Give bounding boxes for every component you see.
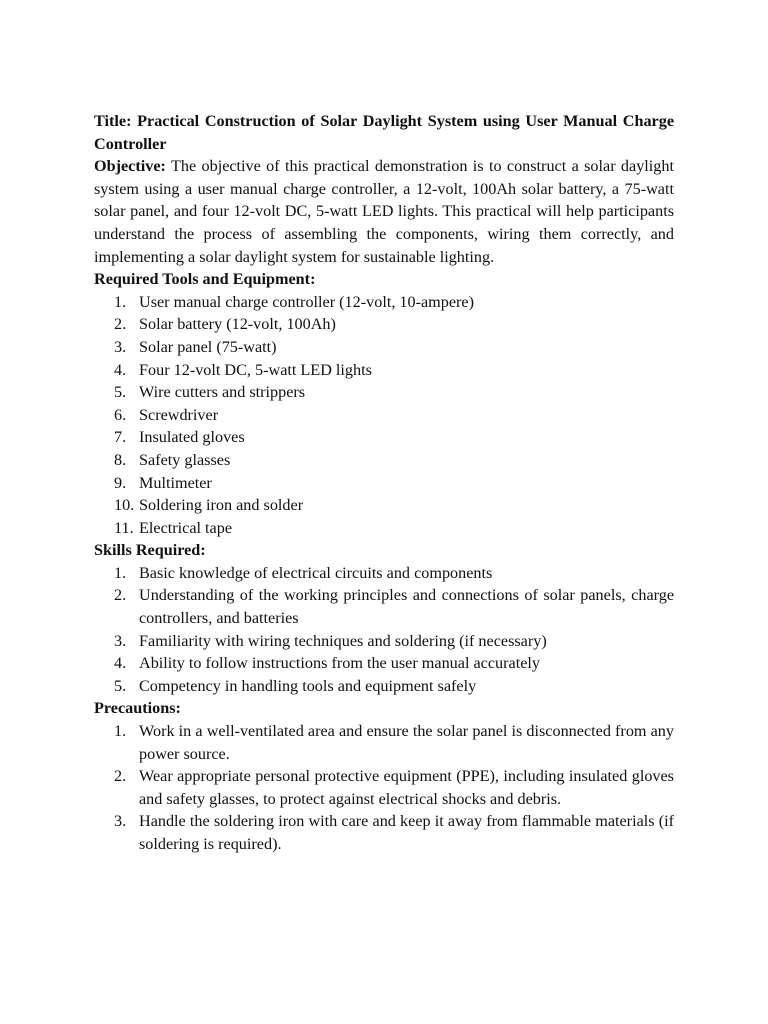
list-item: 6. Screwdriver (114, 405, 219, 424)
list-item: 4. Four 12-volt DC, 5-watt LED lights (114, 360, 372, 379)
list-item: 5. Competency in handling tools and equipment safely (114, 676, 477, 695)
list-item: 9. Multimeter (114, 473, 212, 492)
list-item: 5. Wire cutters and strippers (114, 383, 306, 402)
tools-list (94, 291, 674, 540)
objective-label: Objective: (94, 157, 166, 176)
list-item: 2. Understanding of the working principles and connections of solar panels, charge controllers, and batteries (114, 586, 674, 628)
list-item: 2. Wear appropriate personal protective equipment (PPE), including insulated gloves and safety glasses, to protect against electrical shocks and debris. (114, 767, 674, 808)
list-item: 7. Insulated gloves (114, 428, 245, 447)
objective-paragraph (94, 155, 674, 268)
list-item: 3. Solar panel (75-watt) (114, 337, 277, 356)
skills-list (94, 562, 674, 698)
list-item: 4. Ability to follow instructions from the user manual accurately (114, 654, 540, 673)
list-item: 10. Soldering iron and solder (114, 496, 304, 515)
title-text: Practical Construction of Solar Daylight System using User Manual Charge Controller (94, 112, 674, 153)
list-item: 1. User manual charge controller (12-volt, 10-ampere) (114, 292, 475, 311)
document-page (94, 110, 674, 856)
precautions-list (94, 720, 674, 856)
list-item: 3. Familiarity with wiring techniques and soldering (if necessary) (114, 631, 547, 650)
document-title (94, 110, 674, 155)
title-label: Title: (94, 112, 132, 130)
list-item: 1. Work in a well-ventilated area and ensure the solar panel is disconnected from any power source. (114, 722, 674, 763)
skills-heading: Skills Required: (94, 541, 206, 560)
list-item: 3. Handle the soldering iron with care and keep it away from flammable materials (if soldering is required). (114, 812, 674, 853)
precautions-heading: Precautions: (94, 699, 181, 718)
list-item: 2. Solar battery (12-volt, 100Ah) (114, 315, 336, 334)
list-item: 11. Electrical tape (114, 518, 233, 537)
tools-heading: Required Tools and Equipment: (94, 270, 316, 289)
list-item: 8. Safety glasses (114, 450, 231, 469)
list-item: 1. Basic knowledge of electrical circuits and components (114, 563, 493, 582)
objective-text: The objective of this practical demonstration is to construct a solar daylight system using a user manual charge controller, a 12-volt, 100Ah solar battery, a 75-watt solar panel, and four 12-volt DC, 5-watt LED lights. This practical will help participants understand the process of assembling the components, wiring them correctly, and implementing a solar daylight system for sustainable lighting. (94, 157, 674, 266)
